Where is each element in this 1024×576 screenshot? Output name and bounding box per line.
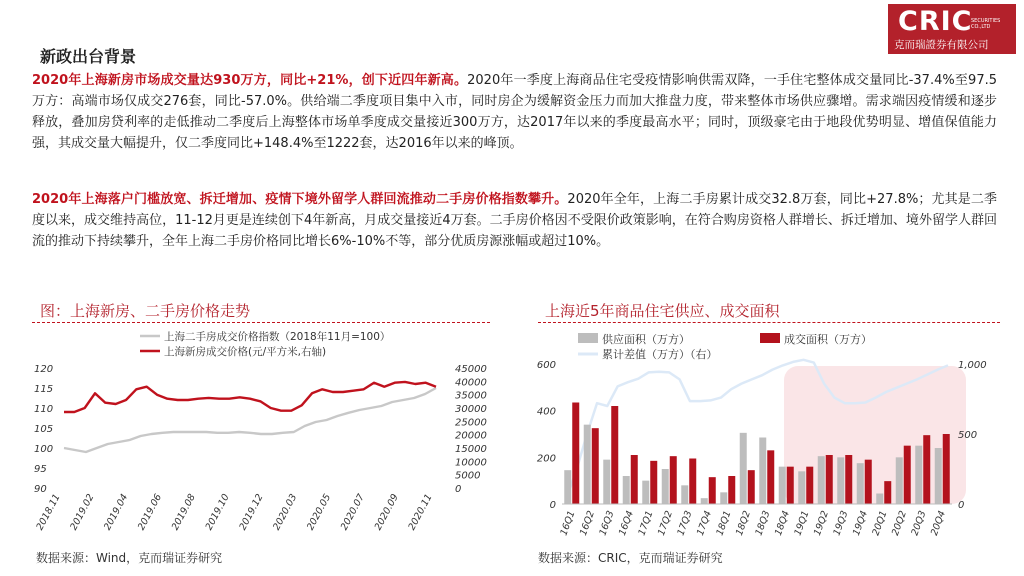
y-left-tick: 120: [34, 364, 54, 375]
paragraph-new-house: [32, 70, 997, 154]
series-line: [64, 382, 436, 412]
x-tick: 17Q1: [636, 509, 656, 538]
bar-transaction: [631, 455, 638, 504]
bar-supply: [720, 492, 727, 504]
x-tick: 16Q3: [597, 509, 617, 538]
chart2-divider: [538, 322, 1000, 323]
y-left-tick: 200: [536, 453, 556, 465]
bar-supply: [759, 438, 766, 505]
y-left-tick: 105: [34, 424, 54, 435]
y-right-tick: 25000: [455, 417, 487, 429]
x-tick: 2018.11: [34, 492, 63, 533]
bar-supply: [740, 433, 747, 504]
x-tick: 17Q4: [694, 509, 715, 538]
watermark-shape: [784, 366, 966, 504]
x-tick: 20Q3: [909, 509, 929, 538]
x-tick: 2020.07: [338, 492, 368, 533]
x-tick: 2019.06: [135, 492, 165, 533]
legend-swatch: [578, 333, 598, 343]
legend-label: 累计差值（万方）（右）: [602, 348, 718, 361]
x-tick: 2020.11: [406, 492, 435, 533]
chart2-title: 上海近5年商品住宅供应、成交面积: [545, 302, 780, 320]
y-right-tick: 10000: [455, 457, 487, 469]
legend-swatch: [760, 333, 780, 343]
x-tick: 18Q4: [772, 509, 793, 538]
paragraph-highlight: 2020年上海落户门槛放宽、拆迁增加、疫情下境外留学人群回流推动二手房价格指数攀升。: [32, 192, 568, 207]
x-tick: 18Q3: [753, 509, 773, 538]
x-tick: 19Q4: [850, 509, 871, 538]
paragraph-body: 2020年一季度上海商品住宅受疫情影响供需双降，一手住宅整体成交量同比-37.4%至97.5万方：高端市场仅成交276套，同比-57.0%。供给端二季度项目集中入市，同时房企为缓解资金压力而加大推盘力度，带来整体市场供应骤增。需求端因疫情缓和逐步释放，叠加房贷利率的走低推动二季度后上海整体市场单季度成交量接近300万方，达2017年以来的季度最高水平；同时，顶级豪宅由于地段优势明显、增值保值能力强，其成交量大幅提升，仅二季度同比+148.4%至1222套，达2016年以来的峰顶。: [32, 73, 997, 151]
x-tick: 17Q2: [655, 509, 676, 538]
chart2-source: 数据来源：CRIC，克而瑞证券研究: [538, 551, 723, 565]
x-tick: 18Q2: [733, 509, 754, 538]
x-tick: 18Q1: [714, 509, 734, 538]
x-tick: 16Q1: [558, 509, 578, 538]
y-right-tick: 15000: [455, 444, 487, 455]
x-tick: 20Q4: [928, 509, 949, 538]
logo-small-text: SECURITIES CO.,LTD: [971, 18, 1001, 30]
x-tick: 16Q2: [577, 509, 598, 538]
legend-label: 上海新房成交价格(元/平方米,右轴): [164, 346, 327, 358]
x-tick: 19Q1: [792, 509, 812, 538]
y-left-tick: 100: [34, 444, 54, 455]
x-tick: 2019.10: [203, 492, 232, 533]
y-left-tick: 400: [536, 406, 556, 418]
logo-main-text: CRIC: [898, 6, 973, 37]
section-title: 新政出台背景: [40, 47, 137, 66]
bar-transaction: [670, 456, 677, 504]
bar-supply: [662, 469, 669, 504]
x-tick: 2020.09: [372, 492, 401, 533]
bar-supply: [701, 498, 708, 504]
bar-transaction: [767, 450, 774, 504]
x-tick: 20Q2: [889, 509, 910, 538]
y-right-tick: 500: [958, 430, 978, 441]
x-tick: 19Q2: [811, 509, 832, 538]
x-tick: 2019.12: [237, 492, 266, 533]
x-tick: 2020.05: [305, 492, 334, 533]
x-tick: 2019.04: [102, 492, 131, 533]
y-left-tick: 0: [549, 500, 556, 511]
company-logo: [888, 4, 1016, 54]
y-right-tick: 5000: [455, 470, 481, 482]
y-right-tick: 40000: [455, 377, 487, 389]
y-right-tick: 35000: [455, 390, 487, 402]
x-tick: 2019.08: [169, 492, 198, 533]
bar-transaction: [592, 428, 599, 504]
x-tick: 17Q3: [675, 509, 695, 538]
y-left-tick: 95: [34, 464, 47, 475]
bar-supply: [564, 470, 571, 504]
x-tick: 19Q3: [831, 509, 851, 538]
bar-transaction: [709, 477, 716, 504]
y-right-tick: 0: [958, 500, 965, 511]
y-right-tick: 20000: [455, 430, 487, 442]
bar-transaction: [650, 461, 657, 504]
bar-supply: [681, 485, 688, 504]
y-left-tick: 110: [34, 404, 54, 415]
bar-supply: [603, 460, 610, 504]
y-right-tick: 45000: [455, 364, 487, 375]
bar-transaction: [728, 476, 735, 504]
bar-transaction: [611, 406, 618, 504]
y-right-tick: 30000: [455, 404, 487, 415]
logo-cn-text: 克而瑞證券有限公司: [894, 39, 989, 51]
legend-label: 供应面积（万方）: [602, 333, 690, 346]
bar-supply: [642, 481, 649, 504]
x-tick: 16Q4: [616, 509, 637, 538]
legend-label: 成交面积（万方）: [784, 333, 872, 346]
series-line: [64, 388, 436, 452]
bar-transaction: [748, 470, 755, 504]
bar-transaction: [572, 403, 579, 505]
y-left-tick: 90: [34, 484, 47, 495]
chart1-title: 图：上海新房、二手房价格走势: [40, 302, 251, 320]
y-left-tick: 600: [536, 360, 556, 371]
y-left-tick: 115: [34, 384, 54, 395]
y-right-tick: 0: [455, 484, 462, 495]
bar-supply: [584, 425, 591, 504]
y-right-tick: 1,000: [958, 360, 987, 371]
bar-supply: [623, 476, 630, 504]
legend-label: 上海二手房成交价格指数（2018年11月=100）: [164, 331, 391, 343]
chart1-divider: [32, 322, 490, 323]
chart1-source: 数据来源：Wind，克而瑞证券研究: [36, 551, 223, 565]
paragraph-body: 2020年全年，上海二手房累计成交32.8万套，同比+27.8%；尤其是二季度以来，成交维持高位，11-12月更是连续创下4年新高，月成交量接近4万套。二手房价格因不受限价政策影响，在符合购房资格人群增长、拆迁增加、境外留学人群回流的推动下持续攀升，全年上海二手房价格同比增长6%-10%不等，部分优质房源涨幅或超过10%。: [32, 192, 997, 249]
paragraph-second-hand: [32, 189, 997, 252]
x-tick: 20Q1: [870, 509, 890, 538]
paragraph-highlight: 2020年上海新房市场成交量达930万方，同比+21%，创下近四年新高。: [32, 73, 468, 88]
x-tick: 2020.03: [271, 492, 300, 533]
bar-transaction: [689, 459, 696, 505]
x-tick: 2019.02: [68, 492, 97, 533]
